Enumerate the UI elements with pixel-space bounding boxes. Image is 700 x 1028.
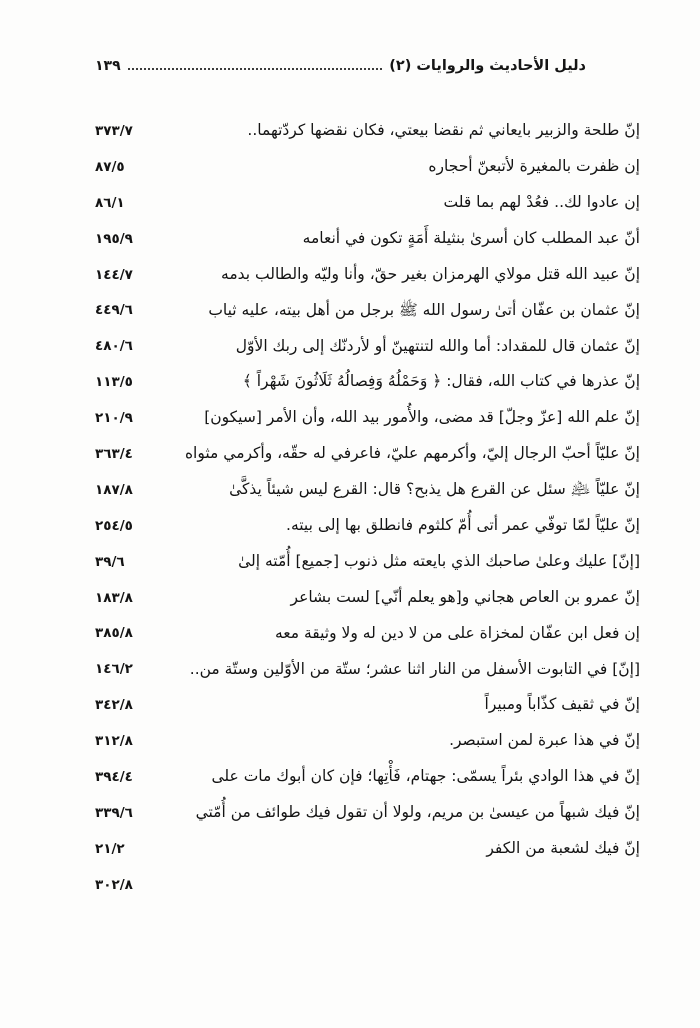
page-ref: ١٨٧/٨: [95, 481, 133, 498]
hadith-text: إن فعل ابن عفّان لمخزاة على من لا دين له ولا وثيقة معه: [274, 623, 640, 642]
page-ref: ٢١٠/٩: [95, 410, 133, 427]
page-number: ١٣٩: [95, 58, 121, 74]
entry-row: [95, 257, 640, 293]
page-ref: ٣٣٩/٦: [95, 804, 133, 821]
entry-row: [95, 185, 640, 221]
hadith-text: إنّ عمرو بن العاص هجاني و[هو يعلم أنّي] لست بشاعر: [290, 587, 640, 606]
entry-list: [95, 113, 640, 903]
hadith-text: [إنّ] في التابوت الأسفل من النار اثنا عشر؛ ستّة من الأوّلين وستّة من..: [189, 659, 640, 678]
entry-row: [95, 472, 640, 508]
hadith-text: إنّ علم الله [عزّ وجلّ] قد مضى، والأُمور بيد الله، وأن الأمر [سيكون]: [204, 408, 640, 427]
hadith-text: إنّ عليّاً لمّا توفّي عمر أتى أُمّ كلثوم فانطلق بها إلى بيته.: [286, 515, 640, 534]
page-ref: ٣٤٢/٨: [95, 697, 133, 714]
page-ref: ١٤٤/٧: [95, 266, 133, 283]
hadith-text: إن ظفرت بالمغيرة لأتبعنّ أحجاره: [428, 157, 640, 176]
page-ref: ٢٥٤/٥: [95, 517, 133, 534]
page-ref: ٤٤٩/٦: [95, 302, 133, 319]
page-ref: ٣١٢/٨: [95, 733, 133, 750]
page-ref: ١٤٦/٢: [95, 661, 133, 678]
hadith-text: إنّ فيك لشعبة من الكفر: [486, 839, 640, 857]
entry-row: [95, 328, 640, 364]
page-ref: ٨٦/١: [95, 194, 125, 211]
hadith-text: إنّ عليّاً أحبّ الرجال إليّ، وأكرمهم عليّ، فاعرفي له حقّه، وأكرمي مثواه: [184, 444, 640, 463]
hadith-text: إنّ عثمان قال للمقداد: أما والله لتنتهينّ أو لأردنّك إلى ربك الأوّل: [235, 336, 640, 355]
entry-row: [95, 149, 640, 185]
entry-row: [95, 580, 640, 616]
hadith-text: إنّ في هذا الوادي بئراً يسمّى: جهتام، فَأْتِها؛ فإن كان أبوك مات على: [211, 767, 640, 786]
entry-row: [95, 221, 640, 257]
entry-row: [95, 113, 640, 149]
page-ref: ٢١/٢: [95, 840, 125, 857]
page-ref: ٣٧٣/٧: [95, 122, 133, 139]
book-title: دليل الأحاديث والروايات (٢): [389, 58, 586, 74]
page-ref: ١٩٥/٩: [95, 230, 133, 247]
hadith-text: إنّ عبيد الله قتل مولاي الهرمزان بغير حقّ، وأنا وليّه والطالب بدمه: [221, 264, 640, 283]
hadith-text: إنّ عذرها في كتاب الله، فقال: ﴿ وَحَمْلُهُ وَفِصالُهُ ثَلَاثُونَ شَهْراً ﴾: [242, 372, 640, 391]
hadith-text: إنّ عليّاً ﵇ سئل عن القرع هل يذبح؟ قال: القرع ليس شيئاً يذكَّىٰ: [229, 480, 640, 499]
hadith-text: إنّ عثمان بن عفّان أتىٰ رسول الله ﷺ برجل من أهل بيته، عليه ثياب: [208, 300, 640, 319]
page-header: [95, 58, 586, 74]
entry-row: [95, 436, 640, 472]
hadith-text: إنّ فيك شبهاً من عيسىٰ بن مريم، ولولا أن تقول فيك طوائف من أُمّتي: [195, 803, 640, 822]
entry-row: [95, 364, 640, 400]
hadith-text: إنّ في ثقيف كذّاباً ومبيراً: [484, 695, 640, 714]
page-ref: ٣٠٢/٨: [95, 876, 133, 893]
entry-row: [95, 508, 640, 544]
page-ref: ٣٦٣/٤: [95, 445, 133, 462]
entry-row: [95, 651, 640, 687]
page-ref: ٣٩/٦: [95, 553, 125, 570]
entry-row: [95, 759, 640, 795]
hadith-text: [إنّ] عليك وعلىٰ صاحبك الذي بايعته مثل ذنوب [جميع] أُمّته إلىٰ: [238, 551, 640, 570]
page-ref: ١١٣/٥: [95, 374, 133, 391]
hadith-text: إنّ طلحة والزبير بايعاني ثم نقضا بيعتي، فكان نقضها كردّتهما..: [247, 121, 640, 140]
hadith-text: أنّ عبد المطلب كان أسرىٰ بنثيلة أَمَةٍ تكون في أنعامه: [302, 228, 640, 247]
entry-row: [95, 544, 640, 580]
page-ref: ٣٩٤/٤: [95, 768, 133, 785]
entry-row: [95, 795, 640, 831]
entry-row: [95, 687, 640, 723]
entry-row: [95, 400, 640, 436]
hadith-text: إنّ في هذا عبرة لمن استبصر.: [449, 731, 640, 750]
page-ref: ٤٨٠/٦: [95, 338, 133, 355]
dot-leader: [128, 68, 383, 70]
entry-row: [95, 831, 640, 867]
hadith-text: إن عادوا لك.. فعُدْ لهم بما قلت: [443, 192, 640, 211]
entry-row: [95, 867, 640, 903]
page-ref: ١٨٣/٨: [95, 589, 133, 606]
entry-row: [95, 615, 640, 651]
page-ref: ٣٨٥/٨: [95, 625, 133, 642]
page-ref: ٨٧/٥: [95, 158, 125, 175]
entry-row: [95, 723, 640, 759]
entry-row: [95, 292, 640, 328]
